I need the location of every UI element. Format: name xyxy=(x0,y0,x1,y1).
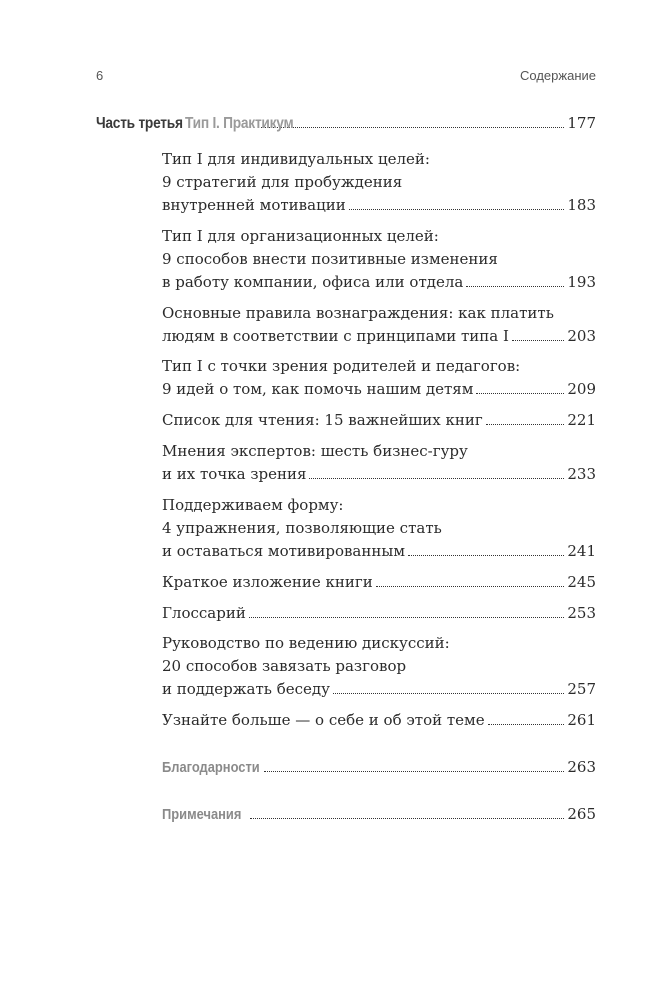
entry-line: 9 стратегий для пробуждения xyxy=(162,173,403,191)
dot-leader xyxy=(349,209,565,210)
entry-line: Узнайте больше — о себе и об этой теме xyxy=(162,711,485,729)
page-ref: 221 xyxy=(567,411,596,429)
part-title: Тип I. Практикум xyxy=(184,115,294,132)
toc-entry[interactable] xyxy=(162,602,596,625)
page-ref: 241 xyxy=(567,542,596,560)
page-ref: 203 xyxy=(567,327,596,345)
dot-leader xyxy=(261,127,564,128)
entry-line: Основные правила вознаграждения: как платить xyxy=(162,304,554,322)
toc-entry[interactable] xyxy=(162,409,596,432)
toc-entry[interactable] xyxy=(162,440,596,486)
entry-line: Мнения экспертов: шесть бизнес-гуру xyxy=(162,442,468,460)
page-ref: 263 xyxy=(567,758,596,776)
toc-entry[interactable] xyxy=(162,148,596,217)
page-number: 6 xyxy=(96,68,104,83)
section-label: Примечания xyxy=(162,806,242,823)
dot-leader xyxy=(408,555,564,556)
dot-leader xyxy=(250,818,564,819)
page-ref: 177 xyxy=(567,114,596,132)
section-label: Благодарности xyxy=(162,759,260,776)
page-ref: 261 xyxy=(567,711,596,729)
dot-leader xyxy=(376,586,565,587)
toc-entry[interactable] xyxy=(162,355,596,401)
entry-line: в работу компании, офиса или отдела xyxy=(162,273,464,291)
entry-line: Краткое изложение книги xyxy=(162,573,373,591)
entry-line: Тип I для индивидуальных целей: xyxy=(162,150,430,168)
toc-entry[interactable] xyxy=(162,494,596,563)
dot-leader xyxy=(264,771,565,772)
entry-line: людям в соответствии с принципами типа I xyxy=(162,327,509,345)
dot-leader xyxy=(309,478,564,479)
dot-leader xyxy=(249,617,565,618)
entry-line: 9 способов внести позитивные изменения xyxy=(162,250,498,268)
page-ref: 209 xyxy=(567,380,596,398)
dot-leader xyxy=(488,724,565,725)
entry-line: 4 упражнения, позволяющие стать xyxy=(162,519,442,537)
page-ref: 183 xyxy=(567,196,596,214)
page-ref: 193 xyxy=(567,273,596,291)
toc-entry[interactable] xyxy=(162,632,596,701)
toc-section[interactable] xyxy=(162,756,596,779)
dot-leader xyxy=(476,393,564,394)
entry-line: Тип I для организационных целей: xyxy=(162,227,439,245)
entry-line: Руководство по ведению дискуссий: xyxy=(162,634,450,652)
toc-entry[interactable] xyxy=(162,709,596,732)
entry-line: Список для чтения: 15 важнейших книг xyxy=(162,411,483,429)
dot-leader xyxy=(512,340,564,341)
toc-entry[interactable] xyxy=(162,571,596,594)
entry-line: Поддерживаем форму: xyxy=(162,496,344,514)
toc-section[interactable] xyxy=(162,803,596,826)
running-title: Содержание xyxy=(520,68,596,83)
toc-entry[interactable] xyxy=(162,225,596,294)
dot-leader xyxy=(486,424,565,425)
entry-line: 9 идей о том, как помочь нашим детям xyxy=(162,380,474,398)
entry-line: Тип I с точки зрения родителей и педагогов: xyxy=(162,357,521,375)
entry-line: Глоссарий xyxy=(162,604,246,622)
entry-line: и поддержать беседу xyxy=(162,680,330,698)
page-ref: 233 xyxy=(567,465,596,483)
entry-line: и их точка зрения xyxy=(162,465,307,483)
dot-leader xyxy=(333,693,564,694)
running-header xyxy=(96,68,596,88)
toc-entry[interactable] xyxy=(162,302,596,348)
part-label: Часть третья xyxy=(96,115,183,132)
toc-part-heading[interactable] xyxy=(96,114,596,133)
entry-line: внутренней мотивации xyxy=(162,196,346,214)
entry-line: 20 способов завязать разговор xyxy=(162,657,407,675)
page-ref: 245 xyxy=(567,573,596,591)
entry-line: и оставаться мотивированным xyxy=(162,542,405,560)
dot-leader xyxy=(466,286,564,287)
page-ref: 265 xyxy=(567,805,596,823)
page-ref: 253 xyxy=(567,604,596,622)
page-ref: 257 xyxy=(567,680,596,698)
